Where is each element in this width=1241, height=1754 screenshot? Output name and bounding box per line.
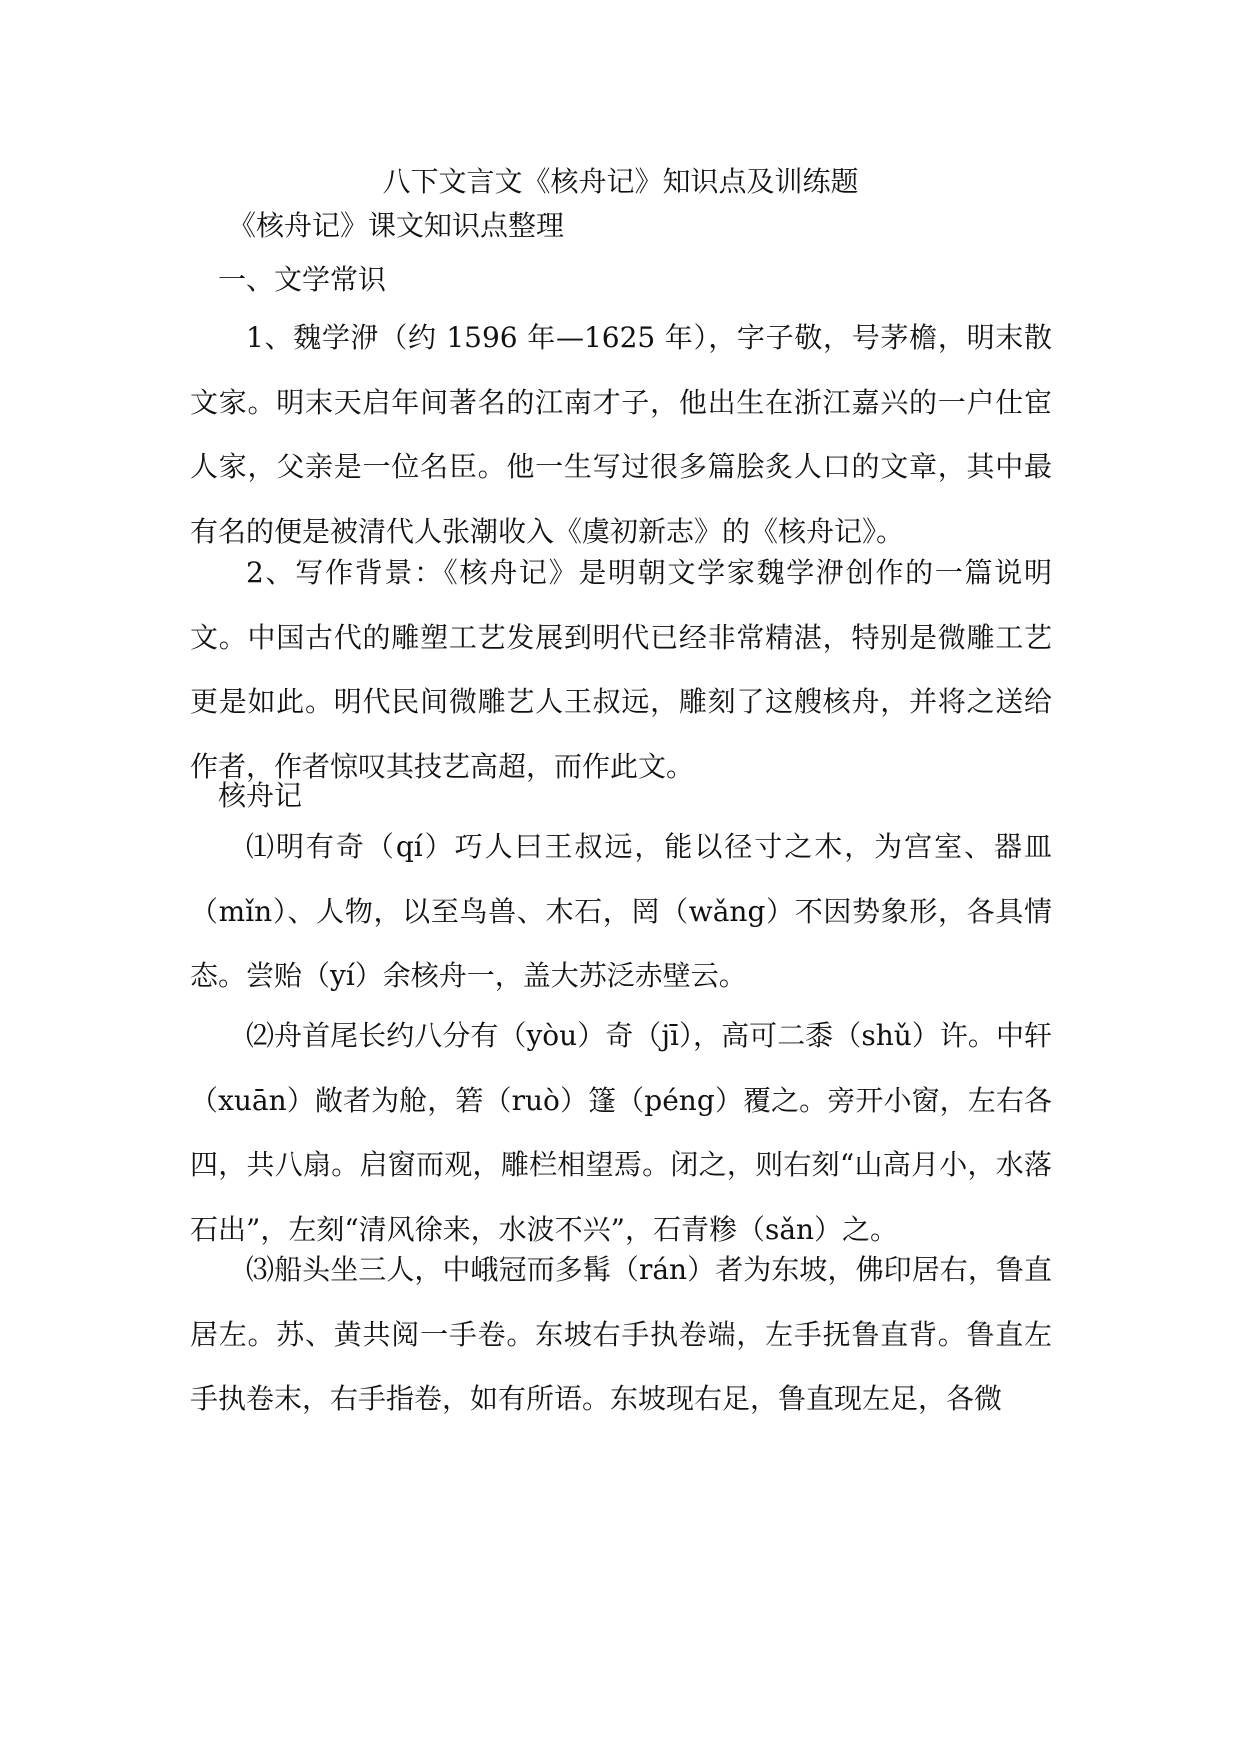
- document-title: 八下文言文《核舟记》知识点及训练题: [382, 165, 859, 198]
- section-heading: 《核舟记》课文知识点整理: [228, 209, 565, 242]
- text-paragraph-3: ⑶船头坐三人，中峨冠而多髯（rán）者为东坡，佛印居右，鲁直居左。苏、黄共阅一手卷。东坡右手执卷端，左手抚鲁直背。鲁直左手执卷末，右手指卷，如有所语。东坡现右足，鲁直现左足，各微: [190, 1253, 1052, 1415]
- subsection-heading: 一、文学常识: [218, 263, 387, 296]
- paragraph-background: 2、写作背景：《核舟记》是明朝文学家魏学洢创作的一篇说明文。中国古代的雕塑工艺发展到明代已经非常精湛，特别是微雕工艺更是如此。明代民间微雕艺人王叔远，雕刻了这艘核舟，并将之送给作者，作者惊叹其技艺高超，而作此文。: [190, 556, 1052, 783]
- text-paragraph-2: ⑵舟首尾长约八分有（yòu）奇（jī），高可二黍（shǔ）许。中轩（xuān）敞者为舱，箬（ruò）篷（péng）覆之。旁开小窗，左右各四，共八扇。启窗而观，雕栏相望焉。闭之，则右刻“山高月小，水落石出”，左刻“清风徐来，水波不兴”，石青糁（sǎn）之。: [190, 1019, 1052, 1246]
- text-title: 核舟记: [218, 779, 303, 812]
- paragraph-author-info: 1、魏学洢（约 1596 年—1625 年），字子敬，号茅檐，明末散文家。明末天启年间著名的江南才子，他出生在浙江嘉兴的一户仕宦人家，父亲是一位名臣。他一生写过很多篇脍炙人口的文章，其中最有名的便是被清代人张潮收入《虞初新志》的《核舟记》。: [190, 321, 1052, 548]
- text-paragraph-1: ⑴明有奇（qí）巧人曰王叔远，能以径寸之木，为宫室、器皿（mǐn）、人物，以至鸟兽、木石，罔（wǎng）不因势象形，各具情态。尝贻（yí）余核舟一，盖大苏泛赤壁云。: [190, 830, 1052, 992]
